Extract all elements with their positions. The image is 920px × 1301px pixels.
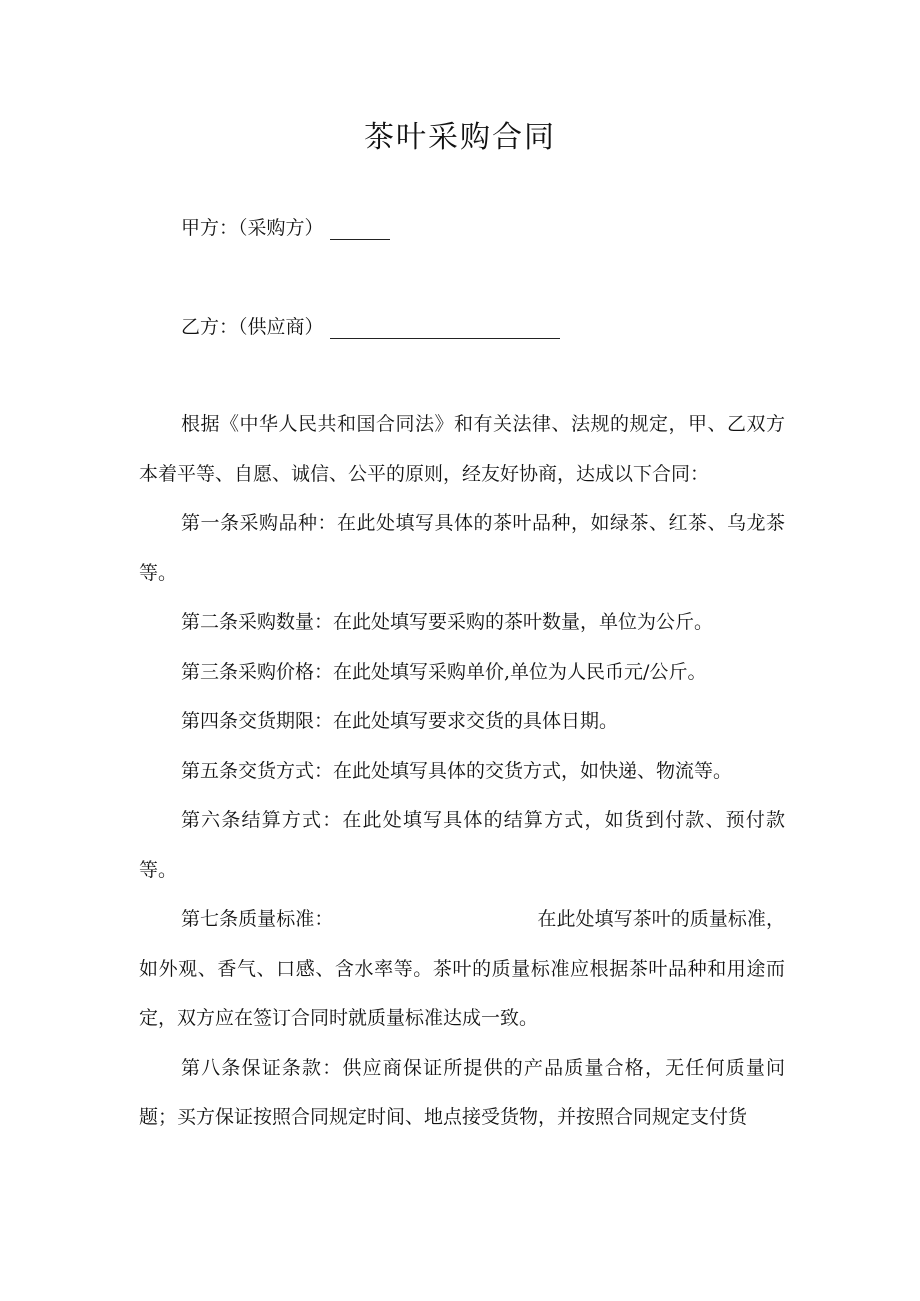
party-b-label: 乙方：（供应商） bbox=[181, 316, 324, 338]
article-6: 第六条结算方式：在此处填写具体的结算方式，如货到付款、预付款等。 bbox=[139, 809, 785, 881]
article-4: 第四条交货期限：在此处填写要求交货的具体日期。 bbox=[181, 710, 619, 732]
article-7-heading: 第七条质量标准： bbox=[181, 908, 334, 930]
intro-paragraph: 根据《中华人民共和国合同法》和有关法律、法规的规定，甲、乙双方本着平等、自愿、诚信、公平的原则，经友好协商，达成以下合同： bbox=[139, 413, 785, 485]
article-5: 第五条交货方式：在此处填写具体的交货方式，如快递、物流等。 bbox=[181, 759, 733, 782]
article-8: 第八条保证条款：供应商保证所提供的产品质量合格，无任何质量问题；买方保证按照合同规定时间、地点接受货物，并按照合同规定支付货 bbox=[139, 1056, 785, 1128]
party-b-line bbox=[181, 312, 560, 339]
party-a-blank bbox=[330, 219, 390, 240]
party-a-line bbox=[181, 213, 390, 240]
article-7 bbox=[139, 895, 785, 1044]
party-a-label: 甲方：（采购方） bbox=[181, 217, 324, 239]
article-2: 第二条采购数量：在此处填写要采购的茶叶数量，单位为公斤。 bbox=[181, 611, 714, 633]
article-1: 第一条采购品种：在此处填写具体的茶叶品种，如绿茶、红茶、乌龙茶等。 bbox=[139, 512, 785, 584]
party-b-blank bbox=[330, 318, 560, 339]
article-3: 第三条采购价格：在此处填写采购单价,单位为人民币元/公斤。 bbox=[181, 660, 707, 683]
article-7-body: 在此处填写茶叶的质量标准，如外观、香气、口感、含水率等。茶叶的质量标准应根据茶叶品种和用途而定，双方应在签订合同时就质量标准达成一致。 bbox=[139, 908, 785, 1029]
contract-body bbox=[139, 400, 785, 1143]
document-title: 茶叶采购合同 bbox=[364, 120, 556, 155]
